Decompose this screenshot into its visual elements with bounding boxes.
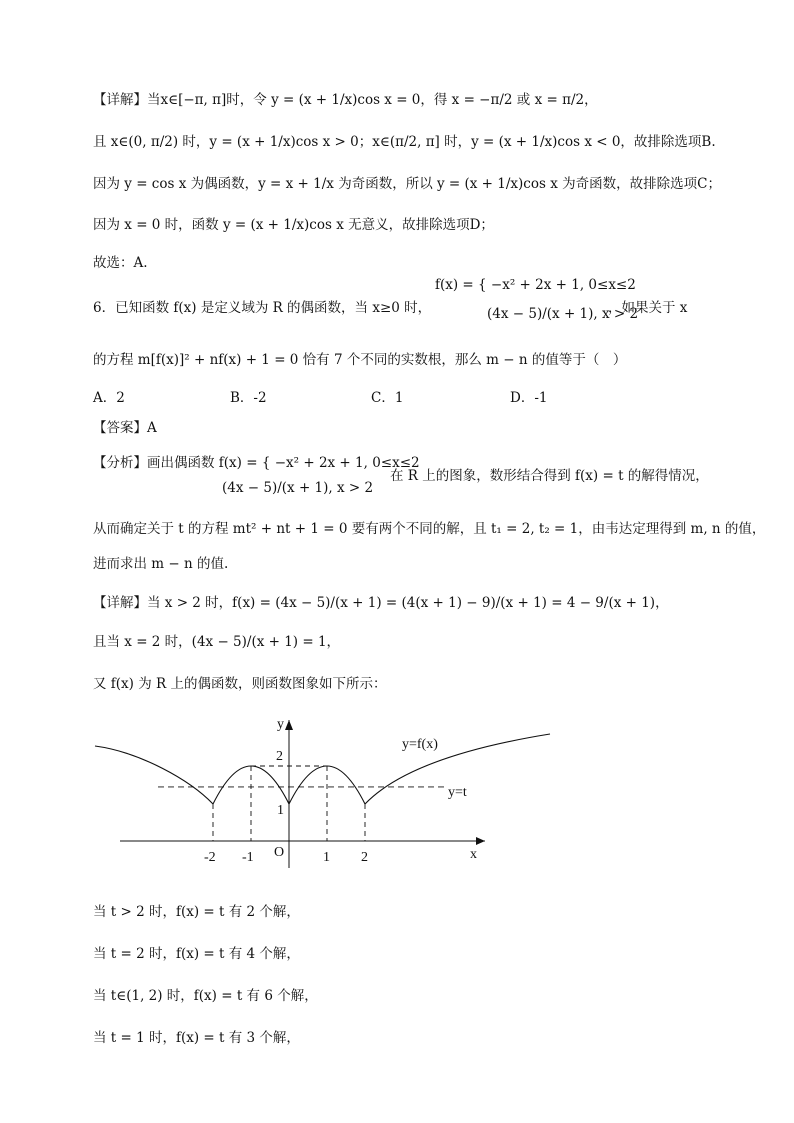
analysis-line-1: 【分析】画出偶函数 f(x) = { −x² + 2x + 1, 0≤x≤2 (93, 455, 420, 471)
analysis-line-2: 从而确定关于 t 的方程 mt² + nt + 1 = 0 要有两个不同的解，且 t₁ = 2, t₂ = 1，由韦达定理得到 m, n 的值， (93, 521, 766, 537)
analysis-line-1-tail: 在 R 上的图象，数形结合得到 f(x) = t 的解得情况， (390, 468, 709, 484)
case-line-2: 当 t = 2 时，f(x) = t 有 4 个解， (93, 946, 300, 962)
x-tick-neg2: -2 (204, 850, 216, 865)
x-tick-2: 2 (361, 850, 368, 865)
piecewise-case-2: (4x − 5)/(x + 1), x > 2 (487, 306, 639, 322)
case-line-3: 当 t∈(1, 2) 时，f(x) = t 有 6 个解， (93, 988, 318, 1004)
question-6-stem: 6．已知函数 f(x) 是定义域为 R 的偶函数，当 x≥0 时， (93, 300, 432, 316)
question-6-stem-tail: ，如果关于 x (608, 300, 688, 316)
option-d: D．-1 (510, 390, 548, 406)
origin-label: O (274, 845, 285, 860)
option-c: C．1 (371, 390, 404, 406)
y-tick-2: 2 (276, 749, 283, 764)
detail2-line-1: 【详解】当 x > 2 时，f(x) = (4x − 5)/(x + 1) = (4(x + 1) − 9)/(x + 1) = 4 − 9/(x + 1)， (93, 595, 669, 611)
x-axis-label: x (470, 847, 477, 862)
y-tick-1: 1 (277, 803, 284, 818)
analysis-line-3: 进而求出 m − n 的值. (93, 556, 229, 572)
option-b: B．-2 (230, 390, 267, 406)
conclusion-line: 故选：A. (93, 255, 148, 271)
x-axis-arrow (476, 837, 485, 845)
x-tick-neg1: -1 (242, 850, 254, 865)
curve-label: y=f(x) (402, 737, 438, 752)
detail-line-2: 且 x∈(0, π/2) 时，y = (x + 1/x)cos x > 0；x∈(π/2, π] 时，y = (x + 1/x)cos x < 0，故排除选项B. (93, 134, 716, 150)
case-line-1: 当 t > 2 时，f(x) = t 有 2 个解， (93, 904, 300, 920)
analysis-piecewise-case-2: (4x − 5)/(x + 1), x > 2 (222, 480, 374, 496)
detail-line-4: 因为 x = 0 时，函数 y = (x + 1/x)cos x 无意义，故排除选项D； (93, 217, 494, 233)
detail2-line-3: 又 f(x) 为 R 上的偶函数，则函数图象如下所示： (93, 676, 387, 692)
detail2-line-2: 且当 x = 2 时，(4x − 5)/(x + 1) = 1， (93, 634, 341, 650)
y-axis-label: y (277, 717, 284, 732)
detail-line-1: 【详解】当x∈[−π, π]时，令 y = (x + 1/x)cos x = 0，得 x = −π/2 或 x = π/2， (93, 92, 598, 108)
t-line-label: y=t (448, 785, 467, 800)
x-tick-1: 1 (323, 850, 330, 865)
function-curve (95, 734, 550, 804)
question-6-equation: 的方程 m[f(x)]² + nf(x) + 1 = 0 恰有 7 个不同的实数根，那么 m − n 的值等于（ ） (93, 352, 627, 368)
detail-line-3: 因为 y = cos x 为偶函数，y = x + 1/x 为奇函数，所以 y = (x + 1/x)cos x 为奇函数，故排除选项C； (93, 176, 721, 192)
y-axis-arrow (285, 720, 293, 730)
piecewise-case-1: f(x) = { −x² + 2x + 1, 0≤x≤2 (435, 277, 636, 293)
option-a: A．2 (93, 390, 125, 406)
case-line-4: 当 t = 1 时，f(x) = t 有 3 个解， (93, 1030, 300, 1046)
answer-line: 【答案】A (93, 420, 157, 436)
function-graph (90, 710, 560, 880)
